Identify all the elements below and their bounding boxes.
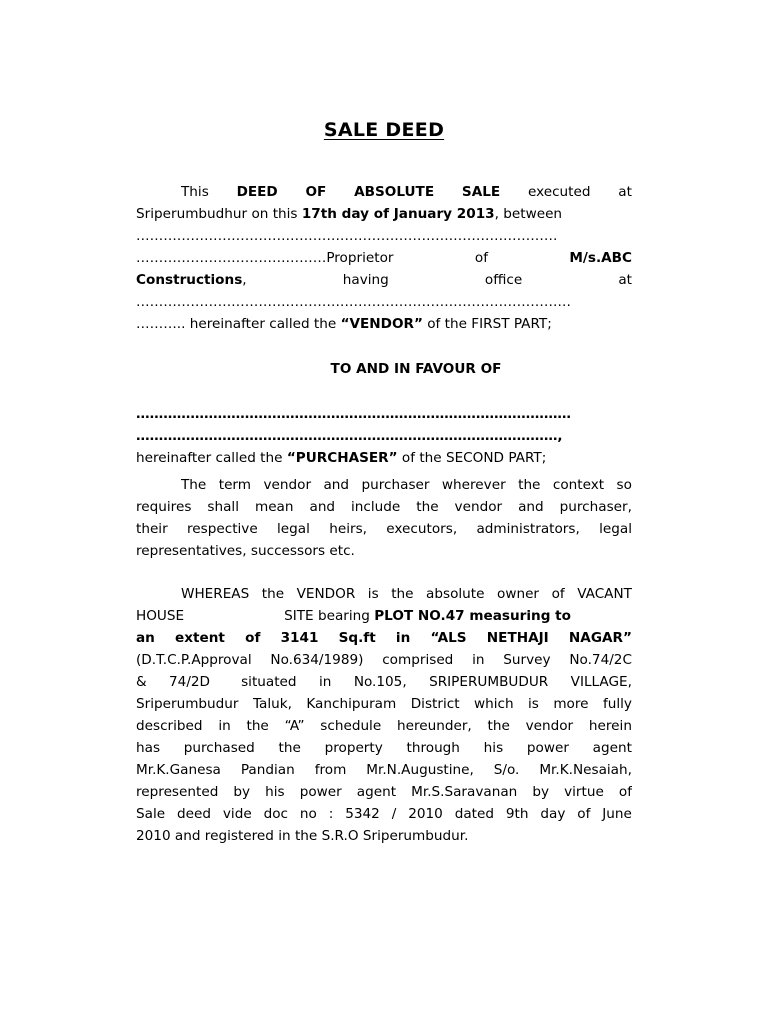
word: & [136, 674, 147, 690]
p4-line-12: 2010 and registered in the S.R.O Sriperumbudur. [136, 828, 469, 844]
p1-line-1 [136, 181, 632, 203]
word: heirs, [329, 521, 367, 537]
word: District [410, 696, 460, 712]
company-name-bold: Constructions [136, 272, 243, 288]
word: Sriperumbudur [136, 696, 239, 712]
word: is [367, 586, 379, 602]
p3-line-3 [136, 518, 632, 540]
p3-line-2 [136, 496, 632, 518]
word: is [528, 696, 539, 712]
p1-line-7 [136, 313, 632, 335]
word: extent [175, 630, 225, 646]
p3-line-1 [136, 474, 632, 496]
word: wherever [441, 477, 506, 493]
p1-l2-text: Sriperumbudhur on this [136, 206, 302, 222]
word: 3141 [280, 630, 319, 646]
word: vide [222, 806, 252, 822]
word: fully [602, 696, 632, 712]
word: hereunder, [396, 718, 472, 734]
word: of [245, 630, 261, 646]
word: the [487, 718, 510, 734]
word: “A” [284, 718, 305, 734]
word: This [181, 184, 209, 200]
word: purchaser [361, 477, 430, 493]
word: requires [136, 499, 192, 515]
word: through [406, 740, 460, 756]
p1-l5-at: at [618, 272, 632, 288]
word: No.634/1989) [270, 652, 364, 668]
word: legal [277, 521, 310, 537]
p4-line-1 [136, 583, 632, 605]
word: situated [232, 674, 297, 690]
word: term [218, 477, 252, 493]
word: shall [207, 499, 239, 515]
word: 9th [505, 806, 529, 822]
vendor-label: “VENDOR” [340, 316, 423, 332]
word: owner [497, 586, 540, 602]
purchaser-label: “PURCHASER” [286, 450, 398, 466]
word: in [472, 652, 485, 668]
word: No.105, [353, 674, 407, 690]
word: DEED [236, 184, 278, 200]
word: in [218, 718, 231, 734]
word: by [532, 784, 550, 800]
word: mean [254, 499, 294, 515]
word: deed [177, 806, 211, 822]
word: Mr.K.Nesaiah, [539, 762, 632, 778]
word: No.74/2C [569, 652, 632, 668]
word: (D.T.C.P.Approval [136, 652, 252, 668]
p4-line-5 [136, 671, 632, 693]
word: agent [356, 784, 397, 800]
word: WHEREAS [181, 586, 250, 602]
word: “ALS [430, 630, 467, 646]
word: VILLAGE, [570, 674, 632, 690]
word: of [618, 784, 632, 800]
word: so [616, 477, 632, 493]
company-name [136, 269, 247, 291]
word: S/o. [493, 762, 520, 778]
p4-line-8 [136, 737, 632, 759]
word: of [577, 806, 591, 822]
word: schedule [320, 718, 382, 734]
word: / [391, 806, 397, 822]
word: NETHAJI [486, 630, 549, 646]
word: ABSOLUTE [354, 184, 435, 200]
word: the [518, 477, 541, 493]
word: vendor [454, 499, 503, 515]
word: has [136, 740, 161, 756]
p4-line-10 [136, 781, 632, 803]
word: respective [187, 521, 258, 537]
plot-number: PLOT NO.47 measuring to [374, 608, 572, 624]
document-title: SALE DEED [323, 119, 445, 141]
p4-line-9 [136, 759, 632, 781]
word: VENDOR [296, 586, 356, 602]
word: comprised [382, 652, 454, 668]
word: their [136, 521, 168, 537]
p1-blank-line-2: …………………………………………………………………………………… [136, 294, 571, 310]
word: which [473, 696, 514, 712]
p1-l7-tail: of the FIRST PART; [422, 316, 552, 332]
word: : [328, 806, 334, 822]
company-prefix: M/s.ABC [569, 250, 632, 266]
word: and [323, 477, 350, 493]
p4-l2-house: HOUSE [136, 608, 185, 624]
word: 5342 [345, 806, 380, 822]
purchaser-blank-line-1: …………………………………………………………………………………… [136, 406, 571, 422]
word: SALE [461, 184, 501, 200]
word: dated [454, 806, 494, 822]
word: purchased [183, 740, 255, 756]
word: OF [305, 184, 327, 200]
p2-l3-text: hereinafter called the [136, 450, 287, 466]
word: at [618, 184, 632, 200]
word: Kanchipuram [306, 696, 397, 712]
p1-l7-text: ……….. hereinafter called the [136, 316, 341, 332]
comma: , [242, 272, 247, 288]
purchaser-blank-line-2: …………………………………………………………………………………, [136, 428, 563, 444]
word: power [526, 740, 569, 756]
word: vendor [263, 477, 312, 493]
p4-line-11 [136, 803, 632, 825]
word: his [265, 784, 285, 800]
deed-date: 17th day of January 2013 [301, 206, 495, 222]
word: executed [527, 184, 591, 200]
word: the [391, 586, 414, 602]
word: and [518, 499, 544, 515]
word: Sq.ft [338, 630, 376, 646]
word: from [314, 762, 347, 778]
word: in [318, 674, 332, 690]
word: Sale [136, 806, 166, 822]
word: more [553, 696, 589, 712]
word: context [552, 477, 605, 493]
word: Survey [503, 652, 551, 668]
p1-l5-office: office [484, 272, 523, 288]
word: herein [588, 718, 632, 734]
p4-l2-site: SITE bearing [284, 608, 375, 624]
word: Taluk, [252, 696, 292, 712]
word: by [233, 784, 251, 800]
word: his [483, 740, 504, 756]
word: virtue [564, 784, 604, 800]
word: property [324, 740, 383, 756]
p1-l5-having: having [342, 272, 389, 288]
word: described [136, 718, 203, 734]
word: no [299, 806, 317, 822]
favour-heading [0, 358, 768, 380]
p1-line-2 [136, 203, 632, 225]
p1-line-4 [136, 247, 632, 269]
word: absolute [426, 586, 485, 602]
word: administrators, [476, 521, 580, 537]
p4-line-3 [136, 627, 632, 649]
word: include [351, 499, 401, 515]
word: the [278, 740, 301, 756]
word: 2010 [408, 806, 443, 822]
word: June [602, 806, 632, 822]
word: 74/2D [169, 674, 211, 690]
word: VACANT [577, 586, 632, 602]
word: represented [136, 784, 219, 800]
word: vendor [525, 718, 574, 734]
p1-l2-tail: , between [494, 206, 563, 222]
favour-heading-text: TO AND IN FAVOUR OF [330, 361, 502, 377]
word: doc [263, 806, 289, 822]
word: Mr.N.Augustine, [366, 762, 474, 778]
word: an [136, 630, 155, 646]
word: power [299, 784, 342, 800]
p1-blank-line-1: ………………………………………………………………………………… [136, 228, 558, 244]
word: the [246, 718, 269, 734]
word: The [181, 477, 207, 493]
word: SRIPERUMBUDUR [429, 674, 549, 690]
p3-line-4: representatives, successors etc. [136, 543, 355, 559]
p4-line-2 [136, 605, 632, 627]
p4-line-7 [136, 715, 632, 737]
word: of [551, 586, 565, 602]
word: legal [599, 521, 632, 537]
word: Mr.K.Ganesa [136, 762, 221, 778]
word: Mr.S.Saravanan [411, 784, 518, 800]
p2-l3-tail: of the SECOND PART; [397, 450, 547, 466]
p4-line-4 [136, 649, 632, 671]
word: and [309, 499, 336, 515]
word: the [261, 586, 285, 602]
p2-line-3 [136, 447, 632, 469]
word: in [395, 630, 411, 646]
p1-line-5 [136, 269, 632, 291]
word: NAGAR” [568, 630, 632, 646]
word: the [416, 499, 439, 515]
word: day [540, 806, 566, 822]
p1-l4-of: of [474, 250, 488, 266]
proprietor-blank: ……………………………………Proprietor [136, 250, 394, 266]
word: Pandian [240, 762, 295, 778]
word: purchaser, [559, 499, 632, 515]
word: agent [592, 740, 632, 756]
p4-line-6 [136, 693, 632, 715]
word: executors, [386, 521, 458, 537]
